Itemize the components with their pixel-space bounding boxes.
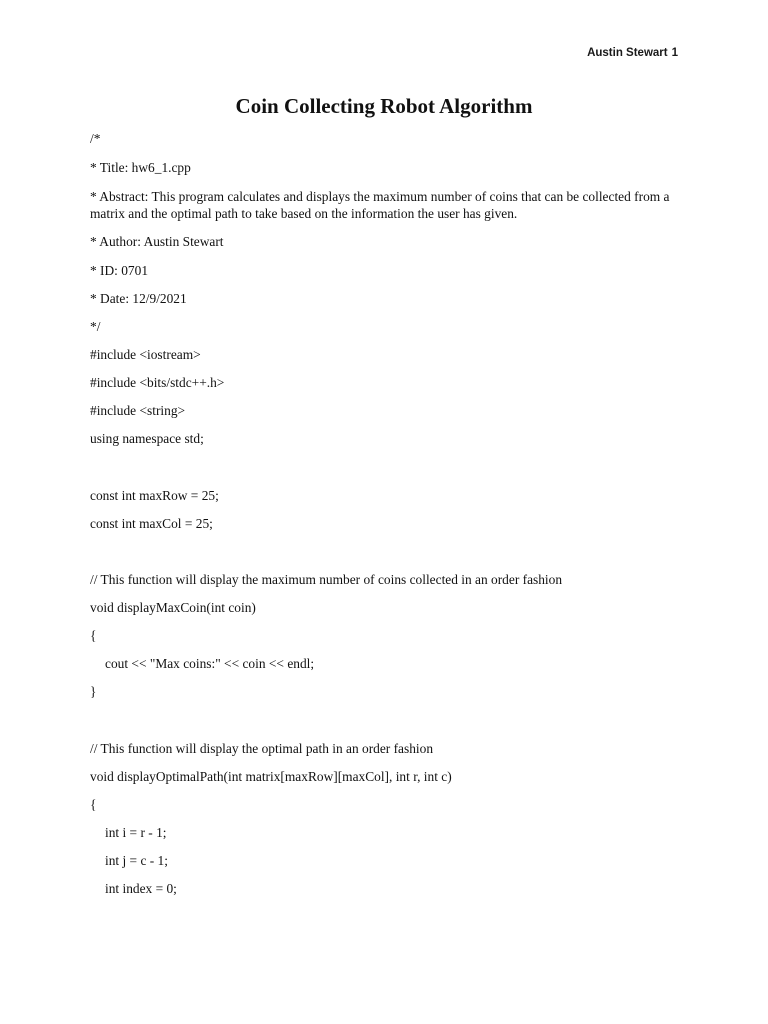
code-line: const int maxCol = 25; [90, 516, 213, 531]
code-line: * Date: 12/9/2021 [90, 291, 187, 306]
code-line: */ [90, 319, 101, 334]
document-title: Coin Collecting Robot Algorithm [235, 94, 533, 118]
page-header [583, 47, 678, 59]
code-line: * Title: hw6_1.cpp [90, 160, 191, 175]
code-line: int j = c - 1; [105, 853, 168, 868]
code-line: #include <string> [90, 403, 186, 418]
code-line: const int maxRow = 25; [90, 488, 219, 503]
header-page-number: 1 [671, 47, 678, 59]
code-line: * Author: Austin Stewart [90, 234, 224, 249]
code-line: } [90, 684, 97, 699]
code-line: { [90, 628, 97, 643]
code-line: cout << "Max coins:" << coin << endl; [105, 656, 315, 671]
code-line: #include <bits/stdc++.h> [90, 375, 225, 390]
code-line: * Abstract: This program calculates and displays the maximum number of coins that can be collected from a matrix and the optimal path to take based on the information the user has given. [90, 189, 670, 221]
code-comment: // This function will display the optimal path in an order fashion [90, 741, 434, 756]
code-line: int index = 0; [105, 881, 177, 896]
code-line: * ID: 0701 [90, 263, 149, 278]
header-author: Austin Stewart [587, 47, 668, 59]
code-line: int i = r - 1; [105, 825, 167, 840]
code-line: void displayOptimalPath(int matrix[maxRow][maxCol], int r, int c) [90, 769, 452, 784]
code-line: { [90, 797, 97, 812]
code-line: #include <iostream> [90, 347, 201, 362]
code-comment: // This function will display the maximum number of coins collected in an order fashion [90, 572, 563, 587]
code-line: void displayMaxCoin(int coin) [90, 600, 256, 615]
code-line: using namespace std; [90, 431, 204, 446]
code-line: /* [90, 131, 101, 146]
